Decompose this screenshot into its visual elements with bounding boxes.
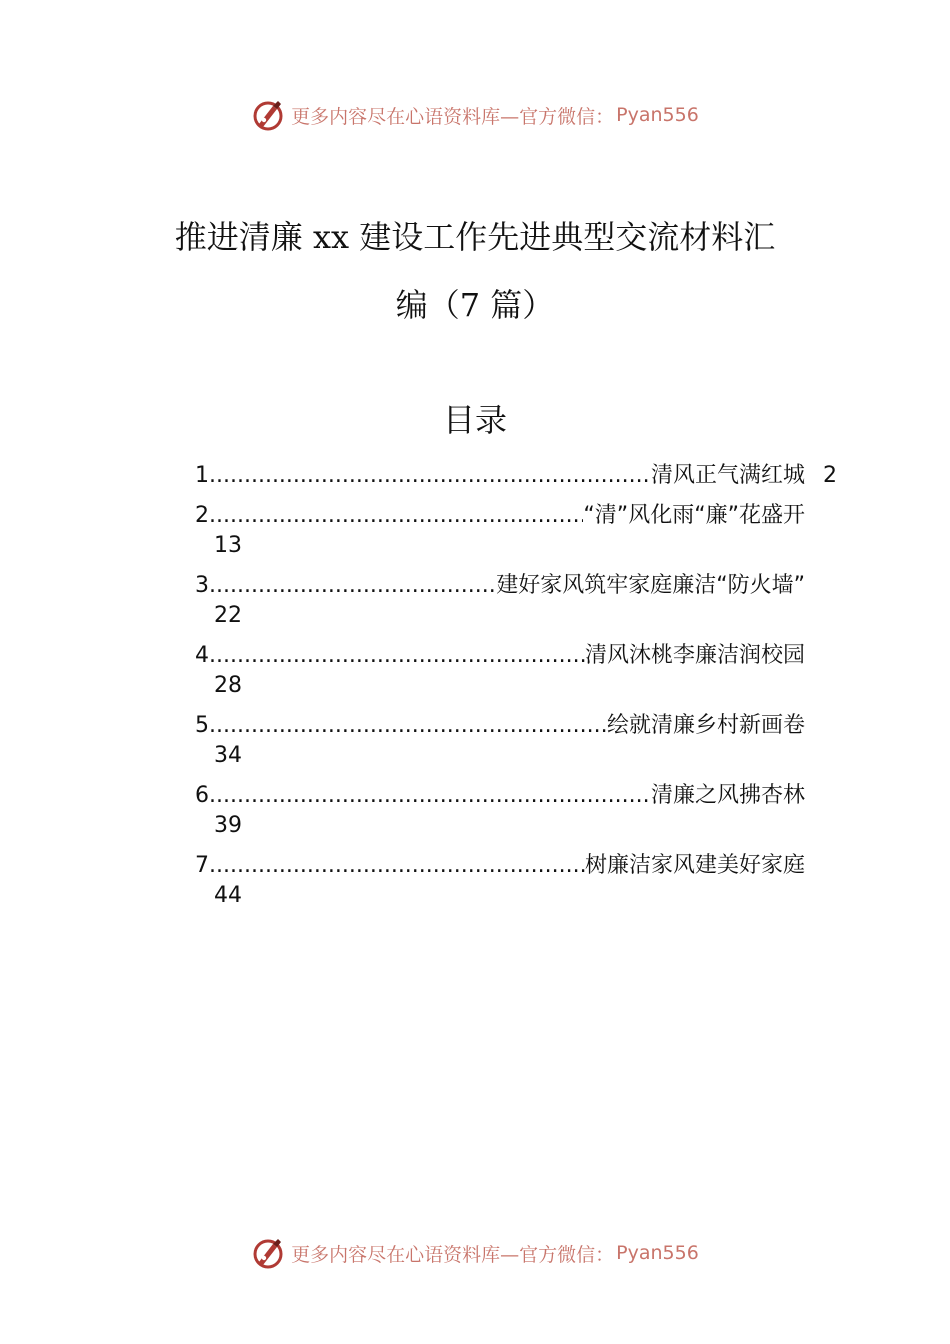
toc-leader-dots: [209, 571, 496, 601]
toc-entry-title: “清”风化雨“廉”花盛开: [583, 503, 805, 528]
toc-entry-title: 绘就清廉乡村新画卷: [606, 713, 805, 738]
toc-leader-dots: [209, 501, 583, 531]
toc-entry-number: 2: [195, 503, 209, 528]
toc-entry-2[interactable]: [195, 501, 845, 561]
pen-logo-icon: [251, 1236, 285, 1270]
toc-entry-page: 39: [214, 813, 242, 838]
toc-entry-page: 44: [214, 883, 242, 908]
toc-entry-number: 6: [195, 783, 209, 808]
toc-entry-number: 3: [195, 573, 209, 598]
toc-leader-dots: [209, 851, 585, 881]
banner-wechat-id: Pyan556: [616, 104, 699, 126]
toc-entry-page: 28: [214, 673, 242, 698]
toc-entry-7[interactable]: [195, 851, 845, 911]
toc-entry-title: 建好家风筑牢家庭廉洁“防火墙”: [496, 573, 805, 598]
toc-entry-page: 22: [214, 603, 242, 628]
toc-entry-number: 7: [195, 853, 209, 878]
toc-entry-title: 清廉之风拂杏林: [650, 783, 805, 808]
toc-entry-number: 5: [195, 713, 209, 738]
toc-entry-6[interactable]: [195, 781, 845, 841]
document-title-line1: 推进清廉 xx 建设工作先进典型交流材料汇: [174, 218, 776, 256]
toc-entry-number: 4: [195, 643, 209, 668]
toc-entry-title: 树廉洁家风建美好家庭: [584, 853, 805, 878]
toc-entry-4[interactable]: [195, 641, 845, 701]
toc-entry-5[interactable]: [195, 711, 845, 771]
toc-entry-page: 2: [823, 463, 837, 488]
banner-text: 更多内容尽在心语资料库—官方微信：: [291, 1243, 615, 1266]
toc-entry-number: 1: [195, 463, 209, 488]
toc-entry-page: 34: [214, 743, 242, 768]
toc-heading: 目录: [442, 401, 507, 439]
header-banner: [0, 95, 950, 135]
toc-entry-1[interactable]: [195, 461, 845, 491]
toc-leader-dots: [209, 781, 651, 811]
toc-entry-3[interactable]: [195, 571, 845, 631]
toc-entry-title: 清风正气满红城: [650, 463, 805, 488]
banner-wechat-id: Pyan556: [616, 1242, 699, 1264]
table-of-contents: [195, 461, 845, 921]
toc-leader-dots: [209, 641, 585, 671]
toc-leader-dots: [209, 711, 607, 741]
banner-text: 更多内容尽在心语资料库—官方微信：: [291, 105, 615, 128]
toc-entry-title: 清风沐桃李廉洁润校园: [584, 643, 805, 668]
toc-leader-dots: [209, 461, 651, 491]
footer-banner: [0, 1233, 950, 1273]
pen-logo-icon: [251, 98, 285, 132]
document-title-line2: 编（7 篇）: [395, 286, 555, 324]
toc-entry-page: 13: [214, 533, 242, 558]
